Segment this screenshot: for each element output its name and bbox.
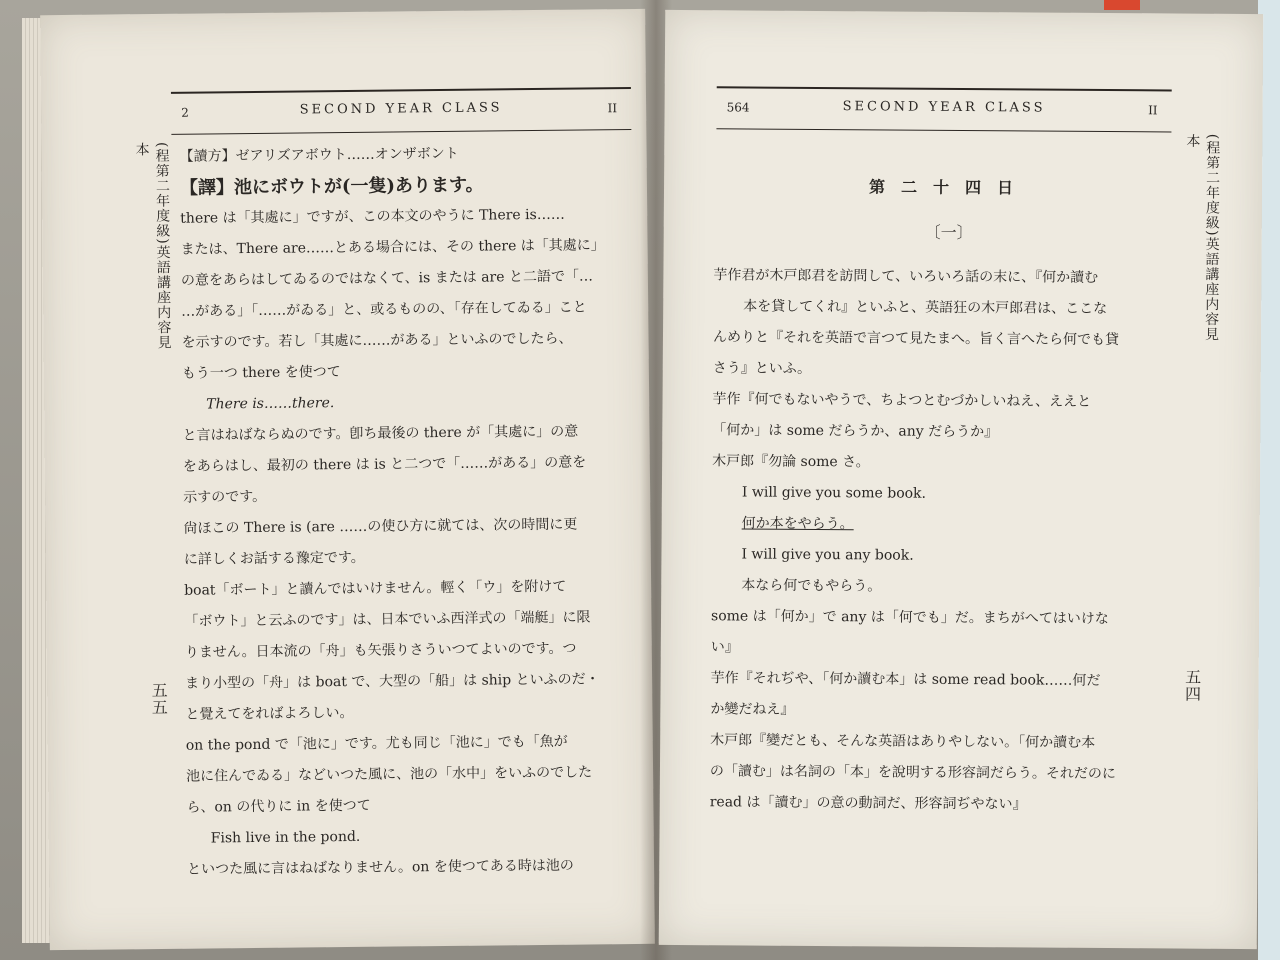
text-line: をあらはし、最初の there は is と二つで「……がある」の意を [182,454,587,475]
text-line: りません。日本流の「舟」も矢張りさういつてよいのです。つ [184,640,577,661]
text-line: 芋作君が木戸郎君を訪問して、いろいろ話の末に、『何か讀む [713,267,1099,286]
running-title: SECOND YEAR CLASS [299,100,503,118]
left-page-header [171,87,631,135]
text-line: I will give you some book. [741,484,927,502]
right-page-header [716,86,1171,132]
text-line: 【讀方】ゼアリズアボウト……オンザボント [179,145,459,165]
text-line: 芋作『それぢや、「何か讀む本」は some read book……何だ [710,670,1101,689]
side-label: (程第二年度級)英語講座内容見本 [133,141,172,350]
page-number: 2 [181,105,189,120]
text-line: か變だねえ』 [710,701,795,718]
text-line: 本を貸してくれ』といふと、英語狂の木戸郎君は、ここな [743,298,1108,318]
left-page [40,9,655,950]
text-line: さう』といふ。 [712,360,812,377]
text-line: There is……there. [206,395,335,413]
left-page-body [179,137,647,886]
text-line: 【譯】池にボウトが(一隻)あります。 [179,174,484,199]
right-page [659,10,1264,949]
bookmark-tab [1104,0,1140,10]
text-line: on the pond で「池に」です。尤も同じ「池に」でも「魚が [185,733,568,754]
text-line: んめりと『それを英語で言つて見たまへ。旨く言へたら何でも貸 [712,329,1120,349]
page-number: 564 [726,100,750,115]
right-page-body [710,140,1185,821]
text-line: もう一つ there を使つて [181,364,341,382]
text-line: 池に住んでゐる」などいつた風に、池の「水中」をいふのでした [186,764,593,785]
section-title: 〔一〕 [924,222,973,243]
text-line: 木戸郎『變だとも、そんな英語はありやしない。「何か讀む本 [710,732,1096,751]
text-line: 本なら何でもやらう。 [741,577,882,595]
text-line: まり小型の「舟」は boat で、大型の「船」は ship といふのだ・ [185,671,600,692]
text-line: といつた風に言はねばなりません。on を使つてある時は池の [186,857,574,878]
text-line: 尙ほこの There is (are ……の使ひ方に就ては、次の時間に更 [183,516,578,537]
text-line: の意をあらはしてゐるのではなくて、is または are と二語で「… [180,268,594,289]
text-line: I will give you any book. [741,546,914,564]
chapter-title: 第二十四日 [868,177,1030,198]
text-line: read は「讀む」の意の動詞だ、形容詞ぢやない』 [709,794,1027,813]
text-line: を示すのです。若し「其處に……がある」といふのでしたら、 [181,330,573,351]
text-line: …がある」「……がゐる」と、或るものの、「存在してゐる」こと [181,299,587,320]
text-line: Fish live in the pond. [210,828,361,847]
text-line: boat「ボート」と讀んではいけません。輕く「ウ」を附けて [184,578,567,599]
text-line: と言はねばならぬのです。卽ち最後の there が「其處に」の意 [182,423,579,444]
text-line: ら、on の代りに in を使つて [186,797,371,816]
text-line: some は「何か」で any は「何でも」だ。まちがへてはいけな [710,608,1109,628]
text-line: に詳しくお話する豫定です。 [183,549,365,568]
section-mark: II [607,101,618,116]
text-line: 示すのです。 [183,488,267,506]
text-line: い』 [710,639,739,656]
running-title: SECOND YEAR CLASS [842,99,1046,116]
text-line: または、There are……とある場合には、その there は「其處に」 [180,237,605,258]
text-line: 木戸郎『勿論 some さ。 [712,453,870,471]
side-label: (程第二年度級)英語講座内容見本 [1184,133,1221,342]
text-line: 「何か」は some だらうか、any だらうか』 [712,422,999,441]
section-mark: II [1148,103,1158,118]
text-line: 芋作『何でもないやうで、ちよつとむづかしいねえ、ええと [712,391,1092,410]
text-line: 何か本をやらう。 [741,515,854,533]
text-line: 「ボウト」と云ふのです」は、日本でいふ西洋式の「端艇」に限 [184,609,591,630]
fold-page-number: 五四 [1182,668,1202,703]
text-line: there は「其處に」ですが、この本文のやうに There is…… [180,206,565,227]
text-line: と覺えてをればよろしい。 [185,704,354,723]
text-line: の「讀む」は名詞の「本」を說明する形容詞だらう。それだのに [709,763,1117,783]
fold-page-number: 五五 [149,681,169,717]
